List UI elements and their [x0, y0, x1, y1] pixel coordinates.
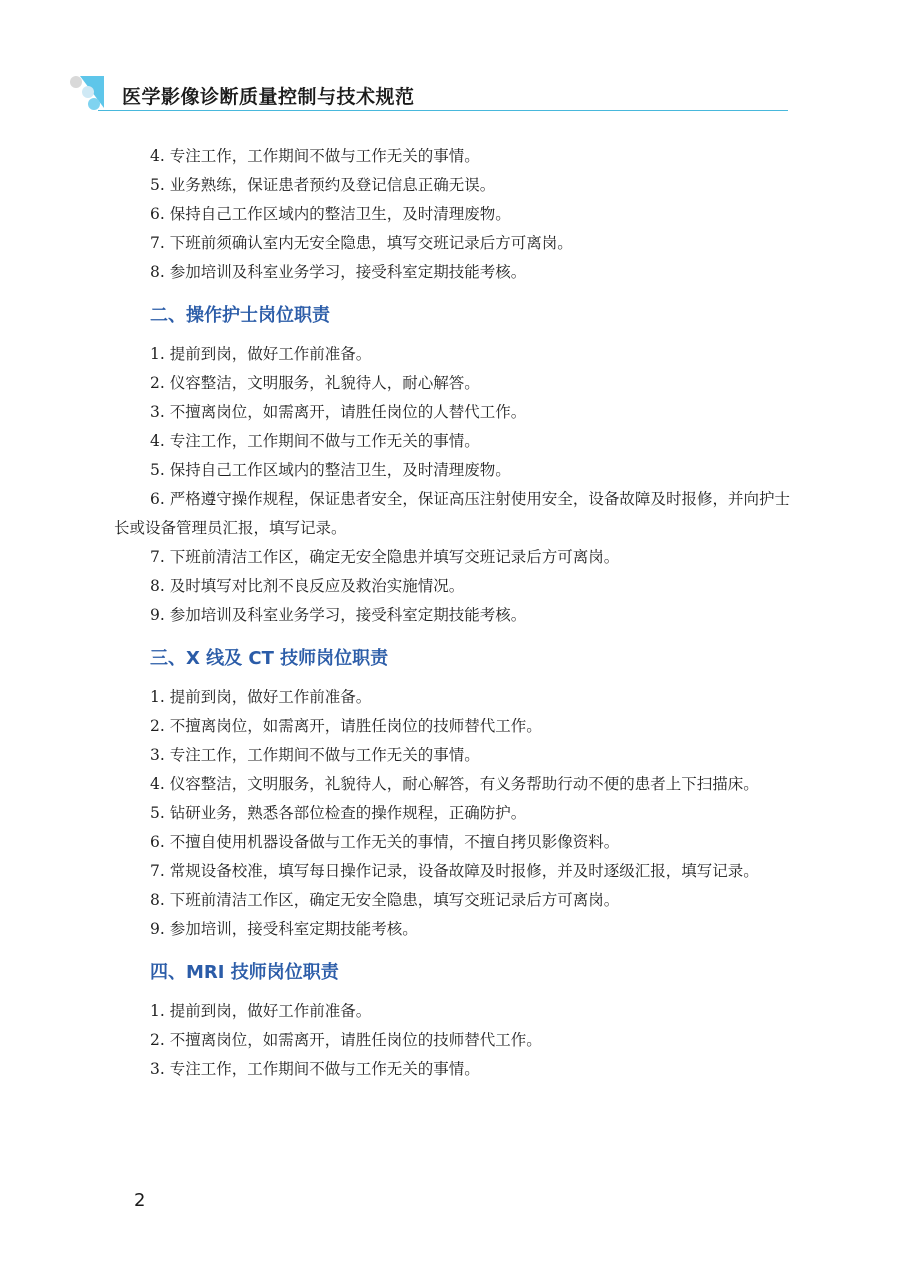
- list-item: 4. 专注工作，工作期间不做与工作无关的事情。: [150, 147, 480, 165]
- page-header: [0, 0, 911, 120]
- list-item: 3. 专注工作，工作期间不做与工作无关的事情。: [150, 1060, 480, 1078]
- list-item: 2. 不擅离岗位，如需离开，请胜任岗位的技师替代工作。: [150, 717, 542, 735]
- list-item: 3. 专注工作，工作期间不做与工作无关的事情。: [150, 746, 480, 764]
- list-item: 7. 下班前须确认室内无安全隐患，填写交班记录后方可离岗。: [150, 234, 573, 252]
- section-heading-mri: 四、MRI 技师岗位职责: [150, 962, 339, 983]
- list-item: 5. 钻研业务，熟悉各部位检查的操作规程，正确防护。: [150, 804, 527, 822]
- section-heading-nurse: 二、操作护士岗位职责: [150, 305, 330, 326]
- list-item: 1. 提前到岗，做好工作前准备。: [150, 345, 372, 363]
- list-item: 4. 仪容整洁，文明服务，礼貌待人，耐心解答，有义务帮助行动不便的患者上下扫描床。: [150, 775, 759, 793]
- header-divider: [98, 110, 788, 111]
- page-body: [114, 142, 790, 1084]
- list-item: 9. 参加培训，接受科室定期技能考核。: [150, 920, 418, 938]
- running-header-title: 医学影像诊断质量控制与技术规范: [122, 86, 415, 108]
- circles-and-triangle-logo-icon: [66, 72, 114, 112]
- list-item: 9. 参加培训及科室业务学习，接受科室定期技能考核。: [150, 606, 527, 624]
- list-item: 4. 专注工作，工作期间不做与工作无关的事情。: [150, 432, 480, 450]
- list-item: 1. 提前到岗，做好工作前准备。: [150, 688, 372, 706]
- page-number: 2: [134, 1190, 146, 1211]
- section-heading-xray-ct: 三、X 线及 CT 技师岗位职责: [150, 648, 389, 669]
- list-item: 7. 下班前清洁工作区，确定无安全隐患并填写交班记录后方可离岗。: [150, 548, 620, 566]
- list-item: 8. 参加培训及科室业务学习，接受科室定期技能考核。: [150, 263, 527, 281]
- list-item: 7. 常规设备校准，填写每日操作记录，设备故障及时报修，并及时逐级汇报，填写记录。: [150, 862, 759, 880]
- list-item: 6. 不擅自使用机器设备做与工作无关的事情，不擅自拷贝影像资料。: [150, 833, 620, 851]
- list-item: 5. 保持自己工作区域内的整洁卫生，及时清理废物。: [150, 461, 511, 479]
- list-item: 6. 保持自己工作区域内的整洁卫生，及时清理废物。: [150, 205, 511, 223]
- list-item: 5. 业务熟练，保证患者预约及登记信息正确无误。: [150, 176, 496, 194]
- list-item: 3. 不擅离岗位，如需离开，请胜任岗位的人替代工作。: [150, 403, 527, 421]
- list-item: 8. 下班前清洁工作区，确定无安全隐患，填写交班记录后方可离岗。: [150, 891, 620, 909]
- list-item: 2. 仪容整洁，文明服务，礼貌待人，耐心解答。: [150, 374, 480, 392]
- list-item: 1. 提前到岗，做好工作前准备。: [150, 1002, 372, 1020]
- list-item: 6. 严格遵守操作规程，保证患者安全，保证高压注射使用安全，设备故障及时报修，并向护士长或设备管理员汇报，填写记录。: [114, 490, 790, 537]
- list-item: 2. 不擅离岗位，如需离开，请胜任岗位的技师替代工作。: [150, 1031, 542, 1049]
- list-item: 8. 及时填写对比剂不良反应及救治实施情况。: [150, 577, 465, 595]
